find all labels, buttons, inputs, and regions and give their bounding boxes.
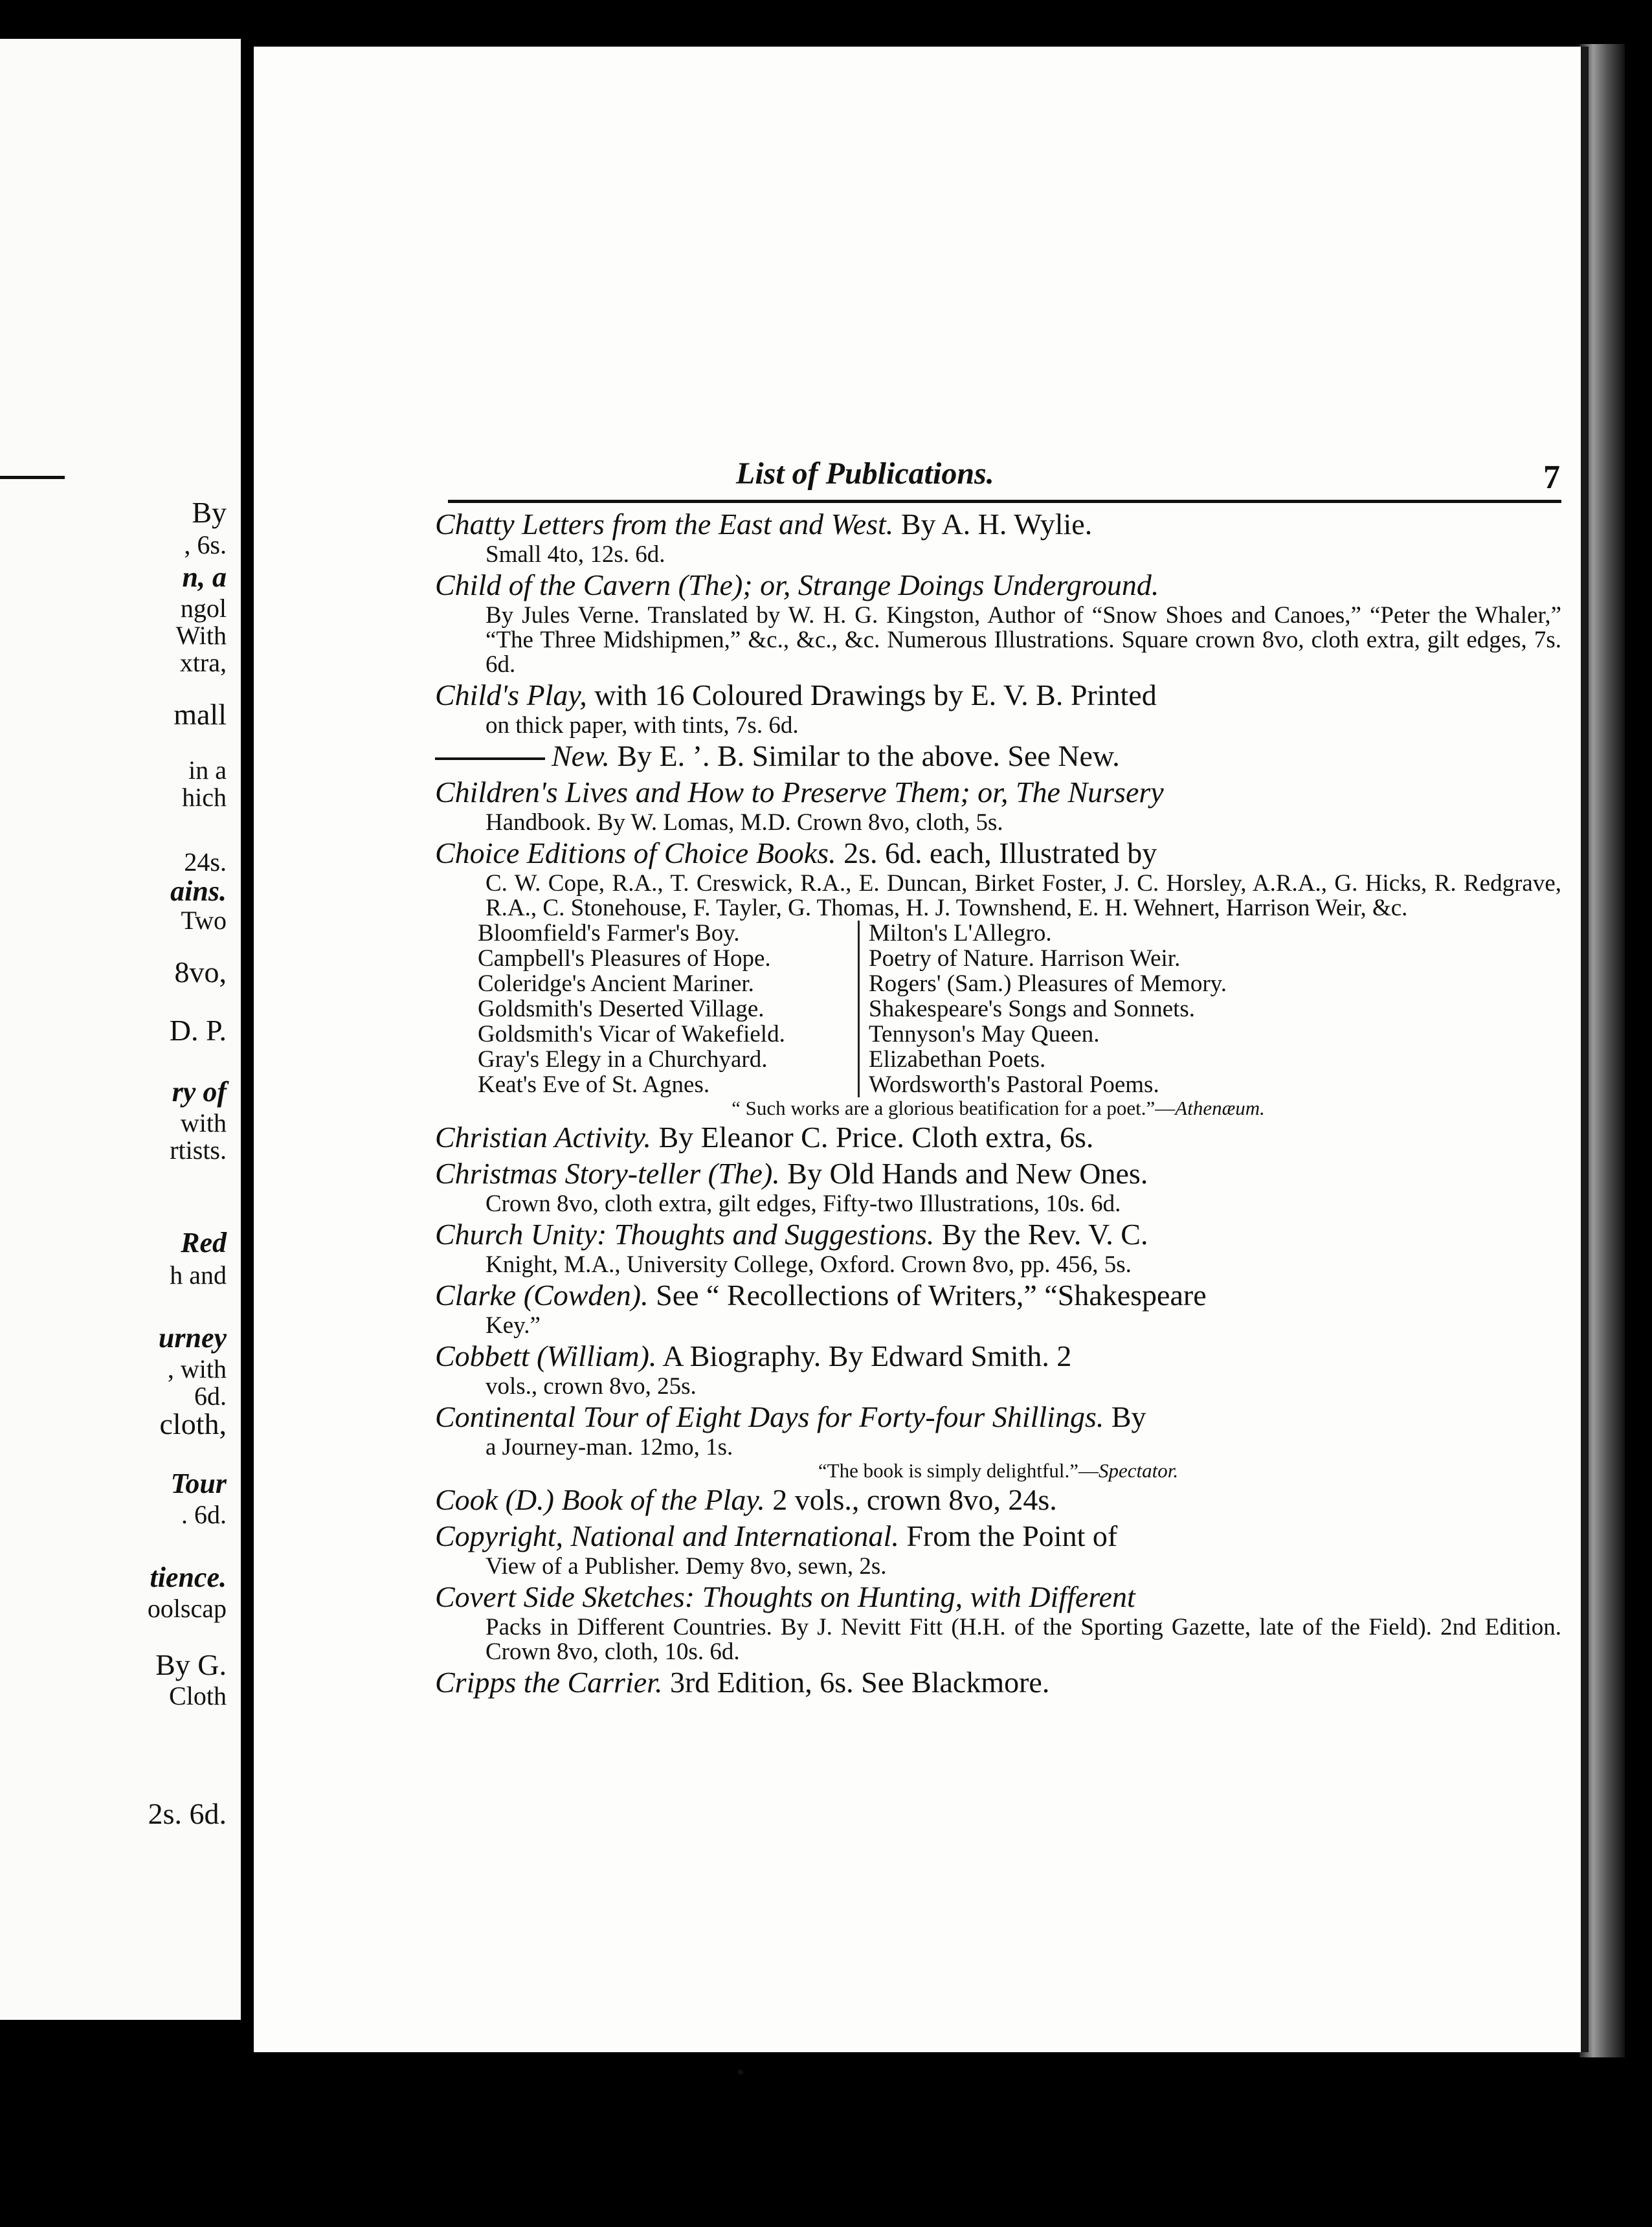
publication-entry	[435, 1518, 1561, 1579]
main-page	[254, 47, 1589, 2052]
left-page-line: 2s. 6d.	[148, 1797, 227, 1830]
entry-details: C. W. Cope, R.A., T. Creswick, R.A., E. Duncan, Birket Foster, J. C. Horsley, A.R.A., G. Hicks, R. Redgrave, R.A., C. Stonehouse, F. Tayler, G. Thomas, H. J. Townshend, E. H. Wehnert, Harrison Weir, &c.	[486, 870, 1561, 921]
ditto-dash	[435, 757, 545, 760]
publication-entry	[435, 1338, 1561, 1399]
head-rule	[448, 500, 1561, 503]
choice-book-title: Shakespeare's Songs and Sonnets.	[869, 996, 1196, 1022]
choice-book-title: Coleridge's Ancient Mariner.	[478, 970, 754, 997]
entry-title: Choice Editions of Choice Books.	[435, 836, 836, 869]
publication-list	[435, 506, 1561, 1701]
entry-author: From the Point of	[899, 1519, 1118, 1552]
entry-author: 3rd Edition, 6s. See Blackmore.	[662, 1666, 1050, 1699]
left-page-line: Two	[181, 906, 227, 935]
entry-author: By the Rev. V. C.	[934, 1218, 1148, 1251]
publication-entry	[435, 1119, 1561, 1156]
choice-book-title: Elizabethan Poets.	[869, 1046, 1046, 1073]
choice-books-right-column	[860, 921, 1227, 1097]
entry-title: Continental Tour of Eight Days for Forty-four Shillings.	[435, 1400, 1104, 1433]
left-page-rule	[0, 476, 65, 479]
entry-head	[435, 1664, 1561, 1701]
entry-head	[435, 677, 1561, 713]
entry-head	[435, 567, 1561, 603]
entry-head	[435, 1338, 1561, 1374]
left-page-line: Cloth	[169, 1681, 227, 1710]
entry-head	[435, 1119, 1561, 1156]
entry-head	[435, 1482, 1561, 1518]
entry-author: 2 vols., crown 8vo, 24s.	[765, 1483, 1057, 1516]
entry-head	[435, 738, 1561, 774]
choice-book-title: Poetry of Nature. Harrison Weir.	[869, 945, 1181, 972]
entry-author: By E. ’. B. Similar to the above. See New.	[609, 739, 1120, 772]
left-page-line: rtists.	[170, 1136, 227, 1165]
left-page-line: . 6d.	[181, 1500, 227, 1529]
publication-entry	[435, 1216, 1561, 1277]
left-page-line: hich	[182, 783, 227, 812]
entry-title: Cobbett (William).	[435, 1339, 657, 1372]
entry-title: Cook (D.) Book of the Play.	[435, 1483, 765, 1516]
choice-book-title: Tennyson's May Queen.	[869, 1021, 1100, 1047]
left-page-line: cloth,	[159, 1407, 227, 1440]
left-page-line: urney	[158, 1322, 227, 1354]
running-head	[435, 454, 1568, 500]
entry-head	[435, 774, 1561, 811]
left-page-line: , 6s.	[184, 530, 227, 559]
left-page-line: Red	[181, 1227, 227, 1259]
choice-books-left-column	[478, 921, 860, 1097]
left-page-line: , with	[167, 1354, 227, 1383]
entry-details: Crown 8vo, cloth extra, gilt edges, Fifty-two Illustrations, 10s. 6d.	[486, 1191, 1121, 1217]
choice-books-list	[435, 921, 1561, 1097]
left-page-line: With	[175, 621, 227, 650]
left-page-line: ngol	[180, 594, 227, 623]
entry-head	[435, 1579, 1561, 1615]
entry-chatty-letters	[435, 506, 1561, 567]
entry-author: See “ Recollections of Writers,” “Shakespeare	[648, 1279, 1207, 1312]
entry-title: Child of the Cavern (The); or, Strange Doings Underground.	[435, 568, 1159, 601]
publication-entry	[435, 1482, 1561, 1518]
entry-details: By Jules Verne. Translated by W. H. G. Kingston, Author of “Snow Shoes and Canoes,” “Peter the Whaler,” “The Three Midshipmen,” &c., &c., &c. Numerous Illustrations. Square crown 8vo, cloth extra, gilt edges, 7s. 6d.	[486, 602, 1561, 678]
left-page-line: with	[180, 1108, 227, 1137]
entry-details: on thick paper, with tints, 7s. 6d.	[486, 712, 799, 739]
publication-entry	[435, 1399, 1561, 1482]
publication-entry	[435, 1156, 1561, 1216]
choice-books-quote	[435, 1097, 1561, 1119]
entry-title: Christian Activity.	[435, 1121, 651, 1154]
choice-book-title: Campbell's Pleasures of Hope.	[478, 945, 771, 972]
entry-details: a Journey-man. 12mo, 1s.	[486, 1434, 733, 1460]
entry-quote	[435, 1460, 1561, 1482]
quote-text: “The book is simply delightful.”—	[818, 1459, 1099, 1482]
entry-title: Chatty Letters from the East and West.	[435, 508, 894, 541]
choice-book-title: Bloomfield's Farmer's Boy.	[478, 920, 740, 946]
entry-details: vols., crown 8vo, 25s.	[486, 1373, 697, 1400]
entry-author: A Biography. By Edward Smith. 2	[656, 1339, 1072, 1372]
choice-book-title: Goldsmith's Deserted Village.	[478, 996, 765, 1022]
entry-title: Cripps the Carrier.	[435, 1666, 663, 1699]
left-page-line: By	[192, 496, 227, 529]
entry-author: with 16 Coloured Drawings by E. V. B. Printed	[586, 678, 1157, 711]
entry-head	[435, 1399, 1561, 1435]
entry-author: By	[1104, 1400, 1146, 1433]
entry-head	[435, 1216, 1561, 1253]
entry-child-of-the-cavern	[435, 567, 1561, 677]
left-page-line: xtra,	[179, 648, 227, 677]
entry-details: Small 4to, 12s. 6d.	[486, 541, 665, 568]
entry-head	[435, 506, 1561, 543]
left-page-line: n, a	[182, 561, 227, 593]
left-page-line: 8vo,	[174, 956, 227, 989]
entry-head	[435, 1156, 1561, 1192]
choice-book-title: Keat's Eve of St. Agnes.	[478, 1071, 710, 1098]
entry-author: By A. H. Wylie.	[893, 508, 1093, 541]
left-page-line: oolscap	[147, 1594, 227, 1623]
left-page-line: D. P.	[169, 1014, 227, 1047]
left-page-line: mall	[173, 698, 227, 731]
entry-author: 2s. 6d. each, Illustrated by	[836, 836, 1157, 869]
publication-list-continued	[435, 1119, 1561, 1701]
entry-childrens-lives	[435, 774, 1561, 835]
entry-details: Packs in Different Countries. By J. Nevitt Fitt (H.H. of the Sporting Gazette, late of the Field). 2nd Edition. Crown 8vo, cloth, 10s. 6d.	[486, 1614, 1561, 1665]
entry-title: New.	[552, 739, 610, 772]
entry-details: Key.”	[486, 1312, 541, 1339]
entry-title: Child's Play,	[435, 678, 587, 711]
entry-details: Handbook. By W. Lomas, M.D. Crown 8vo, cloth, 5s.	[486, 809, 1003, 836]
left-page-line: ry of	[172, 1076, 227, 1108]
publication-entry	[435, 1664, 1561, 1701]
quote-source: Spectator.	[1098, 1459, 1179, 1482]
left-page-line: 6d.	[194, 1382, 227, 1411]
publication-entry	[435, 1579, 1561, 1664]
quote-source: Athenæum.	[1175, 1097, 1265, 1119]
page-number: 7	[1543, 459, 1560, 496]
entry-head	[435, 1518, 1561, 1554]
left-page-line: By G.	[155, 1648, 227, 1681]
left-page-line: 24s.	[184, 847, 227, 877]
running-title: List of Publications.	[736, 456, 994, 491]
publication-entry	[435, 1277, 1561, 1338]
entry-title: Copyright, National and International.	[435, 1519, 899, 1552]
left-page-line: tience.	[150, 1561, 227, 1593]
entry-author: By Old Hands and New Ones.	[779, 1157, 1148, 1190]
choice-book-title: Gray's Elegy in a Churchyard.	[478, 1046, 768, 1073]
choice-book-title: Rogers' (Sam.) Pleasures of Memory.	[869, 970, 1227, 997]
entry-head	[435, 835, 1561, 871]
entry-choice-editions	[435, 835, 1561, 921]
choice-book-title: Milton's L'Allegro.	[869, 920, 1052, 946]
entry-author: By Eleanor C. Price. Cloth extra, 6s.	[651, 1121, 1094, 1154]
left-page-line: in a	[188, 755, 227, 785]
entry-title: Covert Side Sketches: Thoughts on Hunting, with Different	[435, 1580, 1135, 1613]
ink-dot	[738, 2070, 743, 2075]
left-page-line: h and	[170, 1260, 227, 1290]
entry-details: Knight, M.A., University College, Oxford. Crown 8vo, pp. 456, 5s.	[486, 1251, 1132, 1278]
choice-book-title: Wordsworth's Pastoral Poems.	[869, 1071, 1159, 1098]
choice-book-title: Goldsmith's Vicar of Wakefield.	[478, 1021, 785, 1047]
entry-childs-play-new	[435, 738, 1561, 774]
entry-title: Clarke (Cowden).	[435, 1279, 649, 1312]
entry-details: View of a Publisher. Demy 8vo, sewn, 2s.	[486, 1553, 887, 1580]
entry-title: Church Unity: Thoughts and Suggestions.	[435, 1218, 935, 1251]
left-page-line: Tour	[170, 1468, 227, 1499]
entry-title: Christmas Story-teller (The).	[435, 1157, 780, 1190]
entry-childs-play	[435, 677, 1561, 738]
entry-title: Children's Lives and How to Preserve Them; or, The Nursery	[435, 776, 1164, 809]
left-page-line: ains.	[170, 875, 227, 907]
left-facing-page	[0, 39, 241, 2020]
quote-text: “ Such works are a glorious beatification for a poet.”—	[731, 1097, 1176, 1119]
entry-head	[435, 1277, 1561, 1314]
